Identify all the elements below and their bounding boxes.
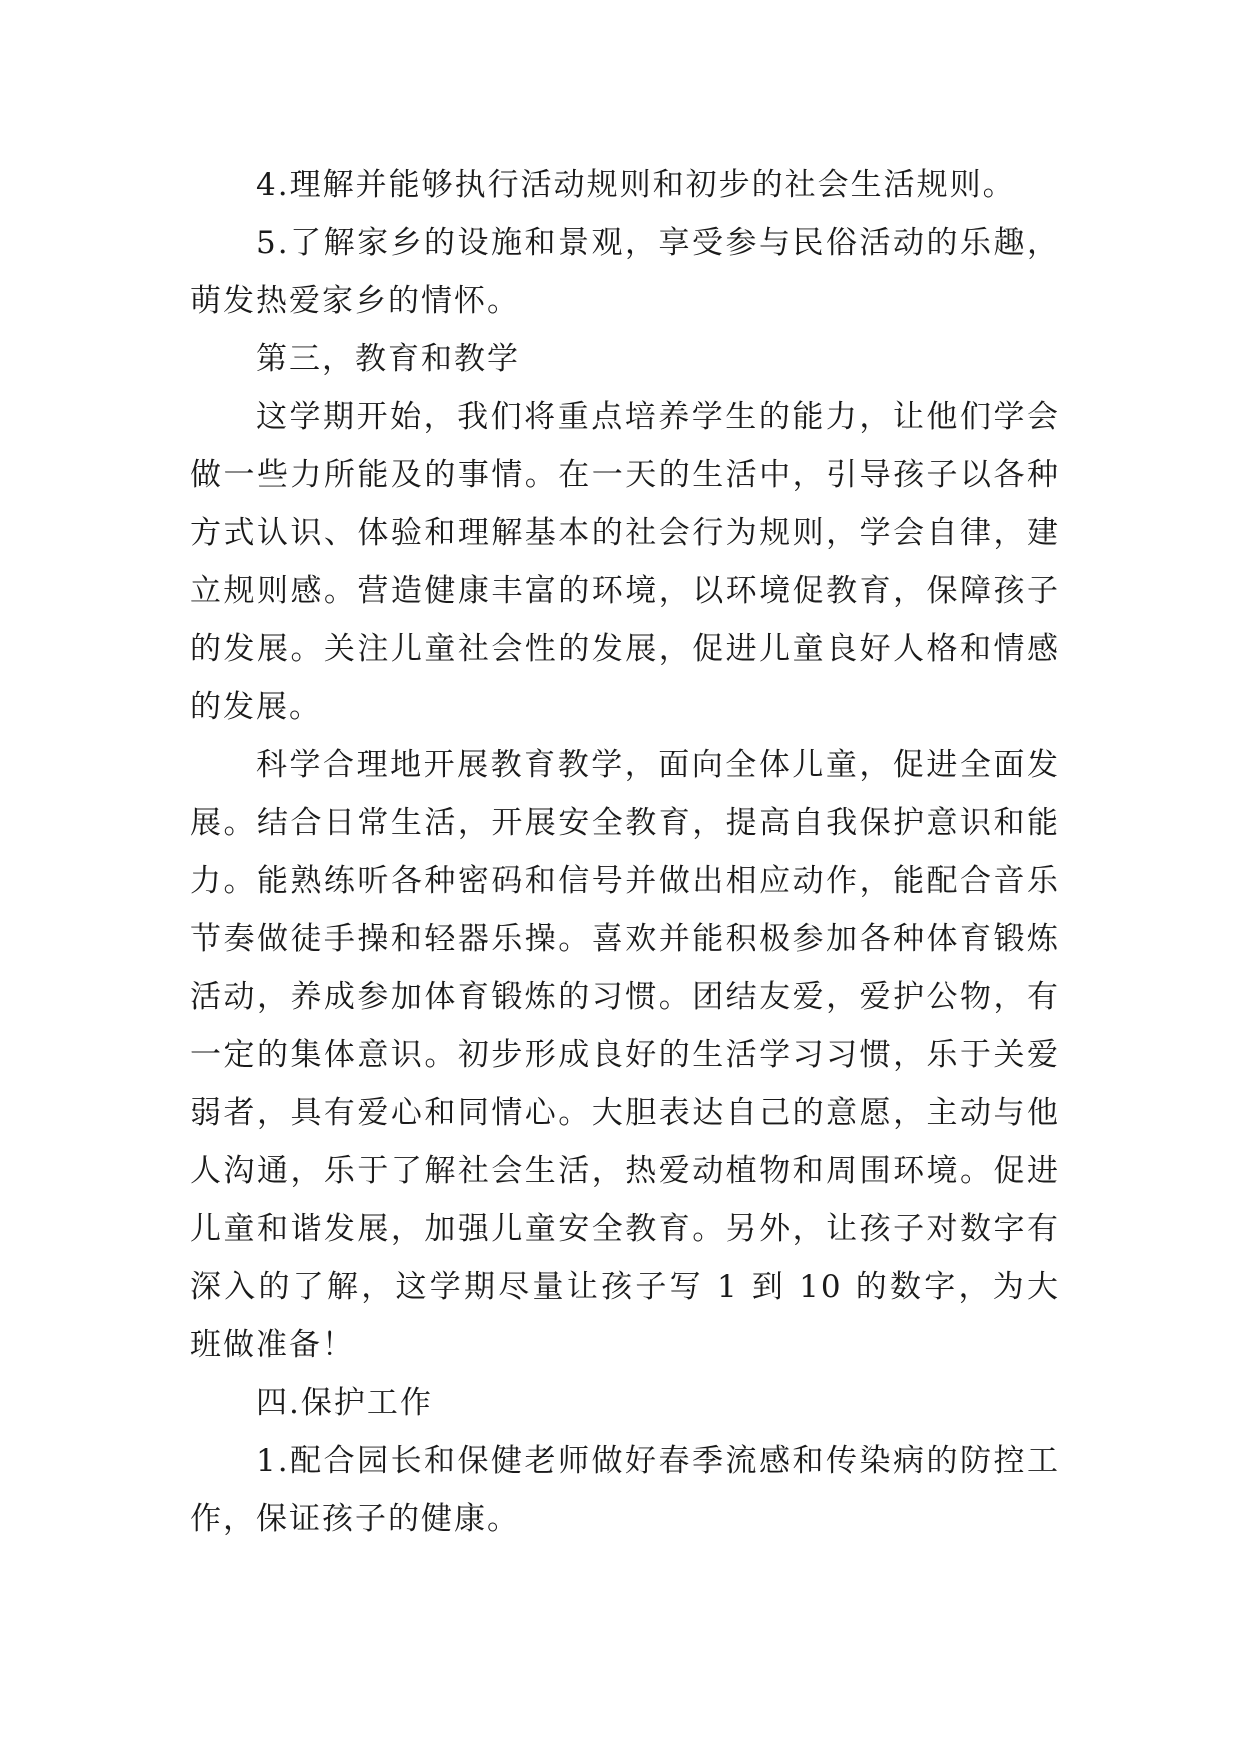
document-body [190, 156, 1060, 1548]
section-heading-education: 第三，教育和教学 [256, 341, 520, 377]
paragraph-teaching: 科学合理地开展教育教学，面向全体儿童，促进全面发展。结合日常生活，开展安全教育，提高自我保护意识和能力。能熟练听各种密码和信号并做出相应动作，能配合音乐节奏做徒手操和轻器乐操。喜欢并能积极参加各种体育锻炼活动，养成参加体育锻炼的习惯。团结友爱，爱护公物，有一定的集体意识。初步形成良好的生活学习习惯，乐于关爱弱者，具有爱心和同情心。大胆表达自己的意愿，主动与他人沟通，乐于了解社会生活，热爱动植物和周围环境。促进儿童和谐发展，加强儿童安全教育。另外，让孩子对数字有深入的了解，这学期尽量让孩子写 1 到 10 的数字，为大班做准备！ [190, 747, 1060, 1363]
list-item-hometown: 5.了解家乡的设施和景观，享受参与民俗活动的乐趣，萌发热爱家乡的情怀。 [190, 225, 1060, 319]
section-heading-protection: 四.保护工作 [256, 1385, 433, 1421]
paragraph-semester-goals: 这学期开始，我们将重点培养学生的能力，让他们学会做一些力所能及的事情。在一天的生活中，引导孩子以各种方式认识、体验和理解基本的社会行为规则，学会自律，建立规则感。营造健康丰富的环境，以环境促教育，保障孩子的发展。关注儿童社会性的发展，促进儿童良好人格和情感的发展。 [190, 399, 1060, 725]
list-item-rules: 4.理解并能够执行活动规则和初步的社会生活规则。 [256, 167, 1016, 203]
list-item-health: 1.配合园长和保健老师做好春季流感和传染病的防控工作，保证孩子的健康。 [190, 1443, 1060, 1537]
